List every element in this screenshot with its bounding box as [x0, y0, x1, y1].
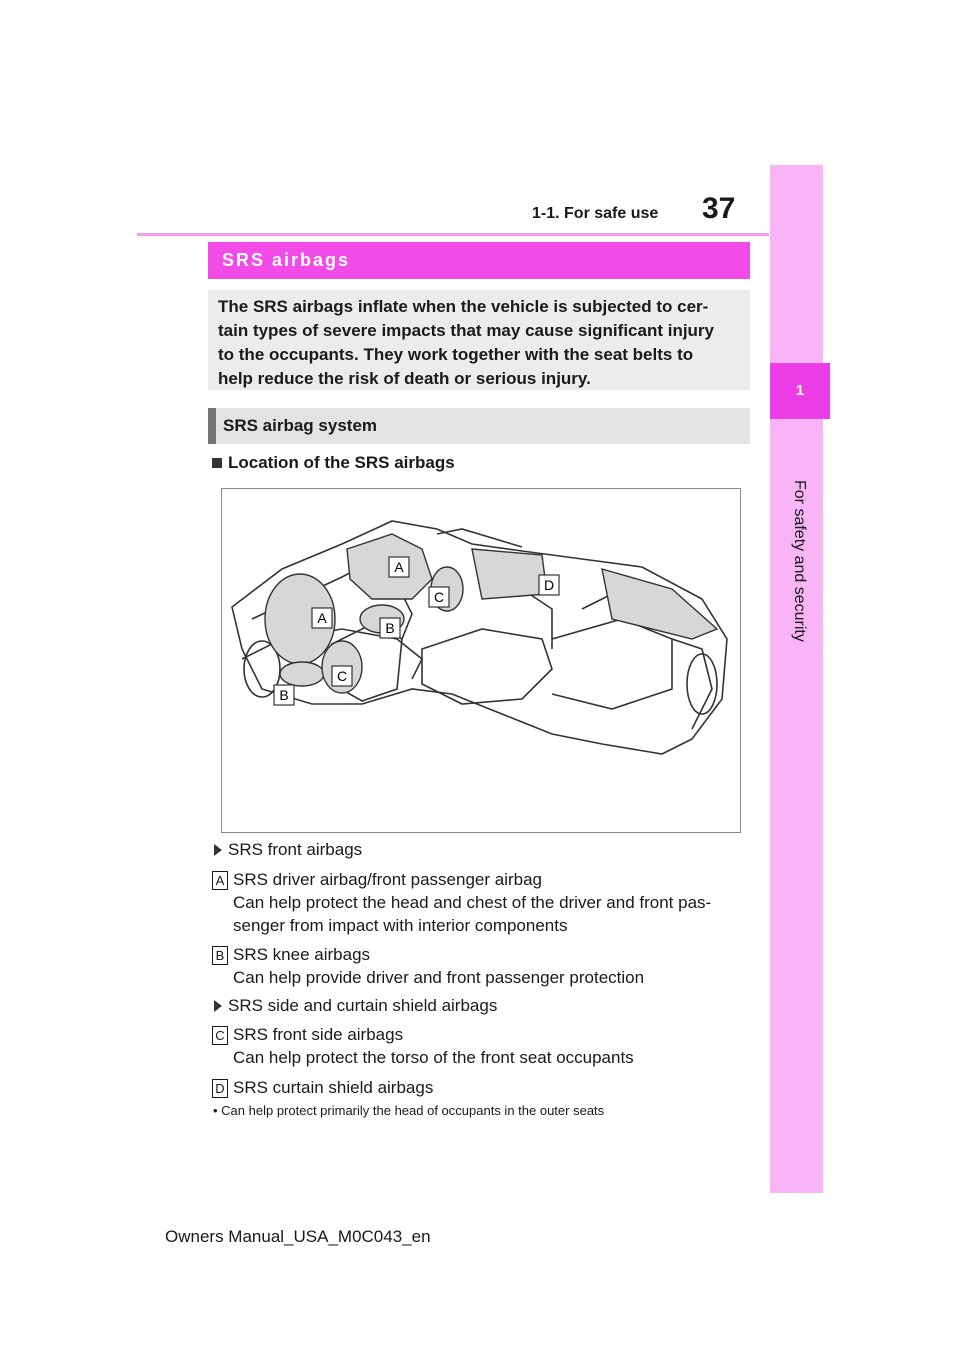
figure-label-box — [312, 608, 332, 628]
item-title: SRS knee airbags — [233, 945, 371, 964]
item-desc: Can help protect the head and chest of the driver and front pas- — [233, 893, 712, 912]
curtain-airbag-rear — [602, 569, 717, 639]
intro-line: tain types of severe impacts that may cause significant injury — [218, 321, 715, 340]
item-letter: C — [212, 1026, 228, 1045]
group-heading: SRS front airbags — [228, 840, 363, 859]
figure-label-box — [332, 666, 352, 686]
item-title: SRS driver airbag/front passenger airbag — [233, 870, 542, 889]
square-bullet-icon — [212, 458, 222, 468]
item-desc: senger from impact with interior components — [233, 916, 568, 935]
header-rule — [137, 233, 769, 236]
location-heading: Location of the SRS airbags — [228, 453, 455, 472]
side-band — [770, 165, 823, 1193]
knee-airbag-left — [280, 662, 324, 686]
chapter-label: For safety and security — [791, 480, 808, 642]
intro-line: The SRS airbags inflate when the vehicle is subjected to cer- — [218, 297, 709, 316]
triangle-bullet-icon — [214, 1000, 222, 1012]
intro-line: help reduce the risk of death or serious injury. — [218, 369, 591, 388]
intro-line: to the occupants. They work together with the seat belts to — [218, 345, 694, 364]
curtain-airbag-front — [472, 549, 547, 599]
figure-label: B — [279, 687, 289, 703]
footnote: • Can help protect primarily the head of occupants in the outer seats — [213, 1103, 605, 1118]
figure-label-box — [429, 587, 449, 607]
figure-label: C — [336, 668, 348, 684]
item-desc: Can help protect the torso of the front seat occupants — [233, 1048, 634, 1067]
page-title: SRS airbags — [222, 250, 351, 270]
sub-heading: SRS airbag system — [223, 416, 378, 435]
item-title: SRS curtain shield airbags — [233, 1078, 434, 1097]
item-desc: Can help provide driver and front passenger protection — [233, 968, 645, 987]
airbag-figure — [221, 488, 741, 833]
figure-label-box — [539, 575, 559, 595]
item-title: SRS front side airbags — [233, 1025, 404, 1044]
figure-label: A — [317, 610, 327, 626]
section-heading: 1-1. For safe use — [532, 205, 659, 222]
page-number: 37 — [702, 192, 736, 225]
vehicle-interior-illustration — [222, 489, 740, 832]
figure-label: C — [433, 589, 445, 605]
chapter-number: 1 — [795, 382, 805, 399]
item-letter: A — [212, 871, 228, 890]
figure-label-box — [380, 618, 400, 638]
item-letter: D — [212, 1079, 228, 1098]
figure-label: B — [385, 620, 395, 636]
figure-label-box — [274, 685, 294, 705]
footer-text: Owners Manual_USA_M0C043_en — [165, 1227, 431, 1246]
intro-text — [218, 295, 746, 391]
figure-label: D — [543, 577, 555, 593]
figure-label: A — [394, 559, 404, 575]
triangle-bullet-icon — [214, 844, 222, 856]
figure-label-box — [389, 557, 409, 577]
group-heading: SRS side and curtain shield airbags — [228, 996, 498, 1015]
item-letter: B — [212, 946, 228, 965]
